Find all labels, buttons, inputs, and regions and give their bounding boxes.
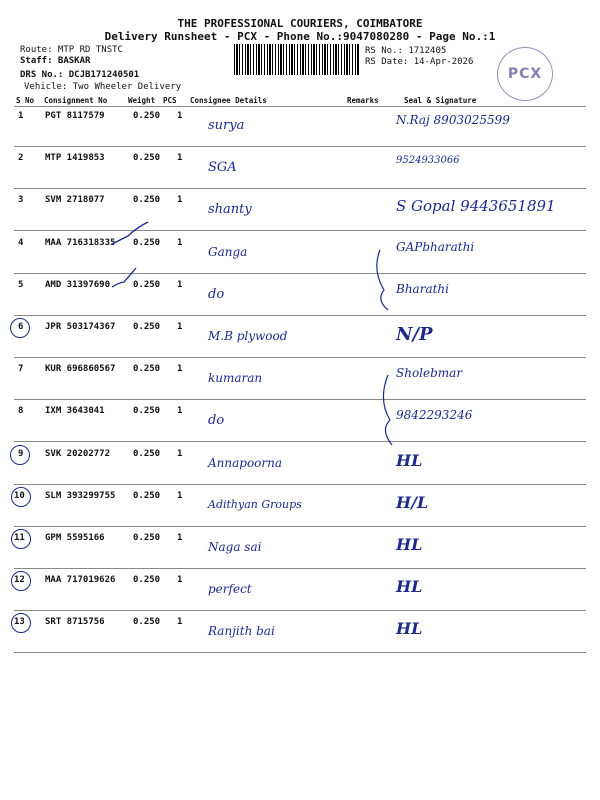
consignment-number: MTP 1419853	[45, 153, 105, 164]
consignee-handwriting: Ganga	[208, 244, 248, 259]
weight-value: 0.250	[133, 237, 161, 248]
consignee-handwriting: Annapoorna	[208, 455, 283, 470]
consignment-number: KUR 696860567	[45, 364, 116, 375]
col-header-consignee: Consignee Details	[190, 96, 267, 105]
consignee-handwriting: SGA	[208, 160, 237, 176]
signature-handwriting: HL	[396, 535, 423, 554]
pieces-count: 1	[177, 490, 183, 501]
weight-value: 0.250	[133, 153, 161, 164]
consignment-number: SVM 2718077	[45, 195, 105, 206]
signature-brace-7-8	[383, 375, 392, 445]
consignee-handwriting: M.B plywood	[208, 329, 288, 343]
pieces-count: 1	[177, 406, 183, 417]
consignee-handwriting: perfect	[208, 582, 252, 597]
col-header-remarks: Remarks	[347, 96, 379, 105]
consignee-handwriting: Ranjith bai	[208, 624, 275, 639]
signature-handwriting: GAPbharathi	[396, 239, 475, 254]
consignment-number: MAA 716318335	[45, 237, 116, 248]
pieces-count: 1	[177, 322, 183, 332]
consignment-number: GPM 5595166	[45, 533, 105, 543]
signature-handwriting: HL	[396, 450, 423, 470]
consignment-number: PGT 8117579	[45, 111, 105, 121]
rs-number: RS No.: 1712405	[365, 46, 447, 56]
pieces-count: 1	[177, 195, 183, 206]
consignment-number: AMD 31397690	[45, 279, 111, 290]
pieces-count: 1	[177, 111, 183, 121]
col-header-weight: Weight	[128, 96, 156, 105]
signature-handwriting: H/L	[396, 492, 429, 512]
serial-number: 6	[18, 322, 24, 332]
route-label: Route: MTP RD TNSTC	[20, 45, 123, 55]
signature-handwriting: HL	[396, 577, 423, 597]
weight-value: 0.250	[133, 111, 161, 121]
signature-brace-4-5	[377, 250, 388, 310]
tick-mark-row-5	[112, 268, 136, 287]
serial-number: 11	[14, 533, 25, 543]
serial-number: 12	[14, 575, 25, 586]
pieces-count: 1	[177, 153, 183, 164]
consignment-number: SVK 20202772	[45, 448, 111, 459]
staff-label: Staff: BASKAR	[20, 56, 91, 66]
weight-value: 0.250	[133, 575, 161, 586]
serial-number: 7	[18, 364, 24, 375]
weight-value: 0.250	[133, 490, 161, 501]
consignment-number: SRT 8715756	[45, 617, 105, 628]
weight-value: 0.250	[133, 195, 161, 206]
consignee-handwriting: do	[208, 286, 225, 302]
signature-handwriting: 9842293246	[396, 408, 473, 423]
consignment-number: SLM 393299755	[45, 490, 116, 501]
col-header-consignment: Consignment No	[44, 96, 108, 105]
pieces-count: 1	[177, 364, 183, 375]
consignee-handwriting: Naga sai	[208, 540, 262, 554]
serial-number: 5	[18, 279, 24, 290]
consignee-handwriting: kumaran	[208, 371, 263, 386]
weight-value: 0.250	[133, 279, 161, 290]
pieces-count: 1	[177, 575, 183, 586]
pieces-count: 1	[177, 237, 183, 248]
signature-handwriting: S Gopal 9443651891	[396, 197, 556, 216]
vehicle-label: Vehicle: Two Wheeler Delivery	[24, 82, 182, 92]
signature-handwriting: N/P	[396, 324, 433, 345]
consignment-number: MAA 717019626	[45, 575, 116, 586]
pieces-count: 1	[177, 448, 183, 459]
col-header-pcs: PCS	[163, 96, 177, 105]
drs-number: DRS No.: DCJB171240501	[20, 70, 140, 80]
runsheet-subtitle: Delivery Runsheet - PCX - Phone No.:9047080280 - Page No.:1	[104, 30, 496, 43]
serial-number: 13	[14, 617, 25, 628]
pieces-count: 1	[177, 617, 183, 628]
serial-number: 2	[18, 153, 24, 164]
pcx-stamp: PCX	[497, 47, 553, 101]
signature-handwriting: HL	[396, 619, 423, 639]
serial-number: 3	[18, 195, 24, 206]
serial-number: 9	[18, 448, 24, 459]
signature-handwriting: N.Raj 8903025599	[396, 113, 510, 127]
weight-value: 0.250	[133, 406, 161, 417]
col-header-signature: Seal & Signature	[404, 96, 477, 105]
weight-value: 0.250	[133, 448, 161, 459]
pieces-count: 1	[177, 533, 183, 543]
consignee-handwriting: surya	[208, 118, 245, 133]
signature-handwriting: Sholebmar	[396, 366, 463, 381]
consignment-number: JPR 503174367	[45, 322, 116, 332]
col-header-sno: S No	[16, 96, 35, 105]
weight-value: 0.250	[133, 322, 161, 332]
consignee-handwriting: do	[208, 413, 225, 429]
weight-value: 0.250	[133, 617, 161, 628]
serial-number: 1	[18, 111, 24, 121]
serial-number: 8	[18, 406, 24, 417]
tick-mark-row-4	[112, 222, 148, 244]
serial-number: 4	[18, 237, 24, 248]
serial-number: 10	[14, 490, 25, 501]
consignment-number: IXM 3643041	[45, 406, 105, 417]
rs-date: RS Date: 14-Apr-2026	[365, 57, 474, 67]
pieces-count: 1	[177, 279, 183, 290]
consignee-handwriting: Adithyan Groups	[208, 497, 302, 511]
weight-value: 0.250	[133, 364, 161, 375]
weight-value: 0.250	[133, 533, 161, 543]
consignee-handwriting: shanty	[208, 202, 252, 218]
signature-handwriting: Bharathi	[396, 281, 449, 296]
signature-handwriting: 9524933066	[396, 155, 460, 167]
page-title: THE PROFESSIONAL COURIERS, COIMBATORE	[177, 17, 423, 30]
